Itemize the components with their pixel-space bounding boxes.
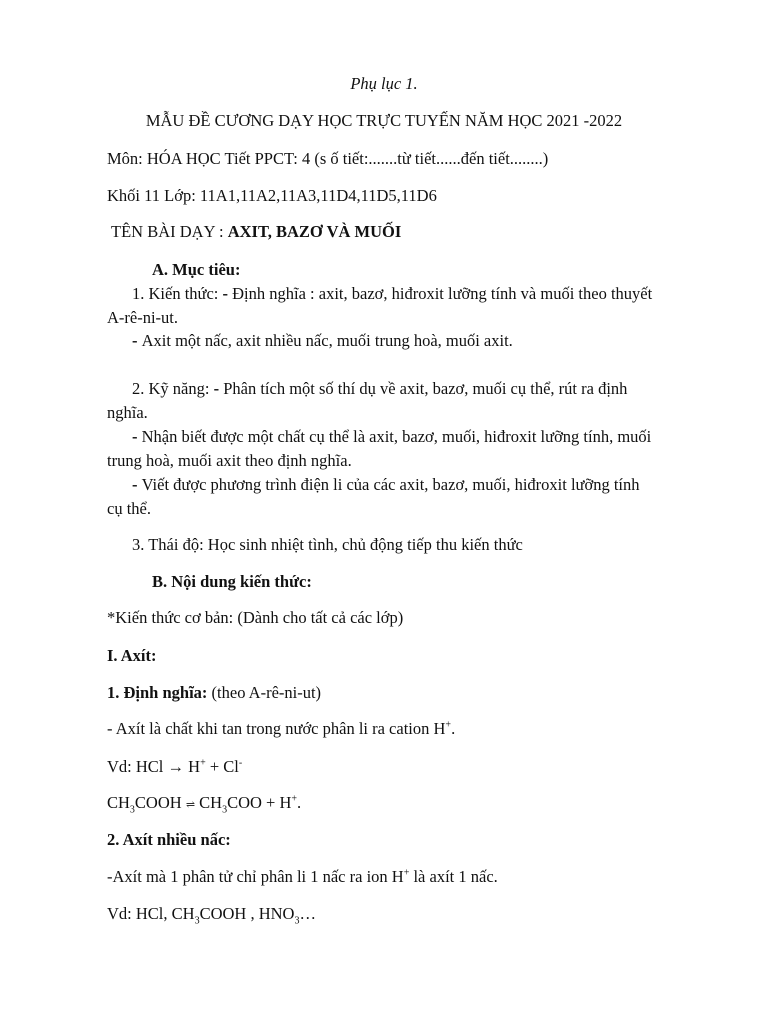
period: . [297,793,302,812]
polyprotic-title: 2. Axít nhiều nấc: [107,830,231,849]
polyprotic-text-end: là axít 1 nấc. [409,867,498,886]
vd-lead: Vd: HCl, CH [107,904,195,923]
skills-bullet-2-line-2: cụ thể. [107,499,151,518]
polyprotic-example-line [107,904,316,927]
lesson-label: TÊN BÀI DẠY : [111,222,228,241]
knowledge-bullet [107,329,692,353]
plus-charge: + [200,757,206,769]
definition-label: 1. Định nghĩa: [107,683,208,702]
example-2-line [107,793,301,815]
subscript-3: 3 [222,804,228,816]
lesson-line [111,222,401,242]
skills-bullet-1-line-1: Nhận biết được một chất cụ thể là axit, bazơ, muối, hiđroxit lưỡng tính, muối [141,427,652,446]
plus-charge: + [403,867,410,879]
bullet-dash: - [132,475,142,494]
formula-cooh: COOH [134,793,186,812]
skills-bullet-1-line-2: trung hoà, muối axit theo định nghĩa. [107,451,352,470]
skills-bullet-1 [107,425,692,473]
knowledge-bullet-text: Axit một nấc, axit nhiều nấc, muối trung hoà, muối axit. [141,331,513,350]
vd-end: … [299,904,316,923]
lesson-title: AXIT, BAZƠ VÀ MUỐI [227,222,402,241]
acid-section-title: I. Axít: [107,646,157,665]
subscript-3: 3 [129,804,135,816]
period: . [451,719,456,738]
skills-dash: - [213,379,224,398]
knowledge-text-2: A-rê-ni-ut. [107,308,179,327]
definition-note: (theo A-rê-ni-ut) [207,683,322,702]
subscript-3: 3 [294,915,300,927]
arrow-icon: → [167,757,185,776]
minus-charge: - [238,757,243,769]
bullet-dash: - [132,427,142,446]
formula-coo: COO + H [227,793,292,812]
vd-mid: COOH , HNO [199,904,295,923]
example-1-h: H [184,757,201,776]
formula-ch: CH [107,793,130,812]
example-1-cl: + Cl [205,757,239,776]
skills-prefix: 2. Kỹ năng: [132,379,214,398]
example-1-lead: Vd: HCl [107,757,168,776]
knowledge-paragraph [107,282,692,330]
document-heading: MẪU ĐỀ CƯƠNG DẠY HỌC TRỰC TUYẾN NĂM HỌC 2021 -2022 [145,111,623,130]
definition-text: - Axít là chất khi tan trong nước phân li ra cation H [107,719,446,738]
plus-charge: + [445,719,452,731]
skills-bullet-2-line-1: Viết được phương trình điện li của các axit, bazơ, muối, hiđroxit lưỡng tính [141,475,640,494]
knowledge-dash: - [222,284,233,303]
bullet-dash: - [132,331,142,350]
skills-paragraph [107,377,692,425]
section-a-title: A. Mục tiêu: [152,260,241,279]
definition-text-line [107,719,455,739]
skills-text-2: nghĩa. [107,403,148,422]
equilibrium-icon: ⇌ [185,799,196,811]
polyprotic-text-line [107,867,498,887]
section-b-title: B. Nội dung kiến thức: [152,572,312,591]
plus-charge: + [291,793,298,805]
attitude-line: 3. Thái độ: Học sinh nhiệt tình, chủ động tiếp thu kiến thức [132,535,523,554]
knowledge-prefix: 1. Kiến thức: [132,284,223,303]
formula-ch-b: CH [195,793,223,812]
appendix-label: Phụ lục 1. [350,74,418,93]
basic-knowledge-line: *Kiến thức cơ bản: (Dành cho tất cả các lớp) [107,608,404,627]
skills-text-1: Phân tích một số thí dụ về axit, bazơ, muối cụ thể, rút ra định [223,379,628,398]
knowledge-text-1: Định nghĩa : axit, bazơ, hiđroxit lưỡng tính và muối theo thuyết [232,284,653,303]
polyprotic-text: -Axít mà 1 phân tử chỉ phân li 1 nấc ra ion H [107,867,404,886]
example-1-line [107,757,242,777]
subscript-3: 3 [194,915,200,927]
grade-line: Khối 11 Lớp: 11A1,11A2,11A3,11D4,11D5,11D6 [107,186,437,205]
skills-bullet-2 [107,473,692,521]
subject-line: Môn: HÓA HỌC Tiết PPCT: 4 (s ố tiết:.......từ tiết......đến tiết........) [107,149,549,168]
definition-line [107,683,321,703]
